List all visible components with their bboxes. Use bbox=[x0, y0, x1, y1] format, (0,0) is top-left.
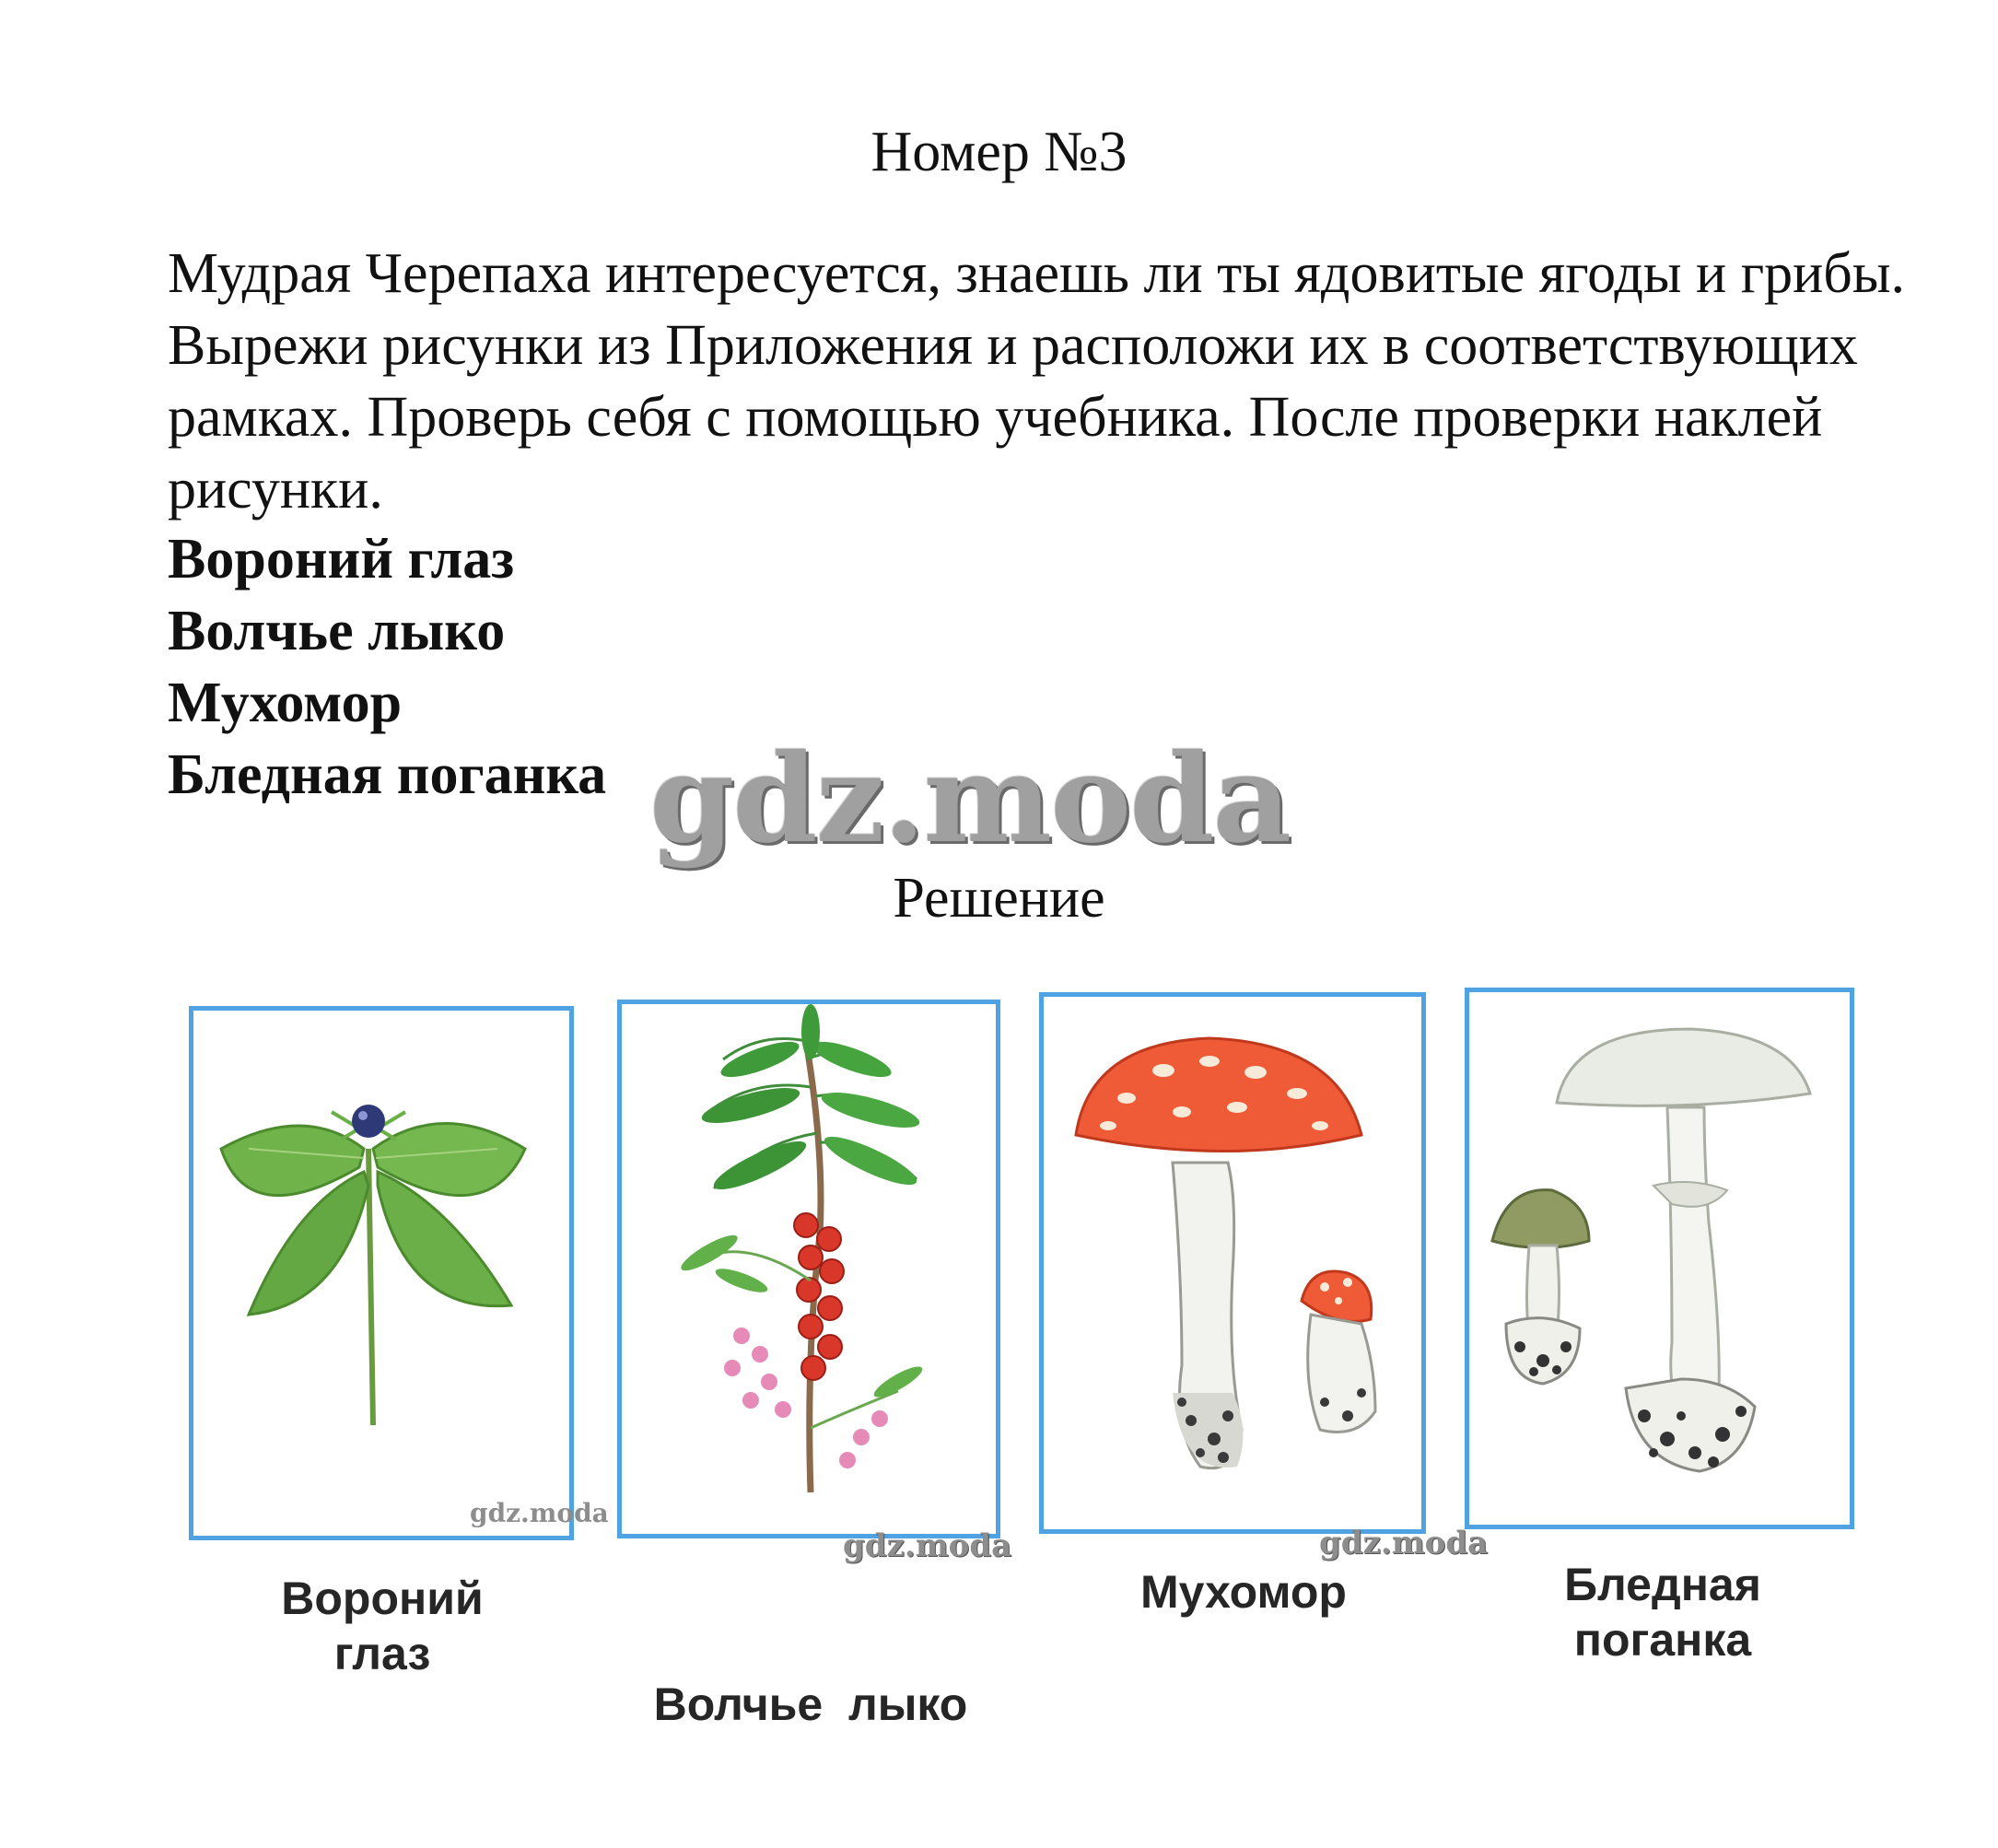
watermark: gdz.moda bbox=[1319, 1525, 1489, 1561]
caption-line: Вороний bbox=[281, 1573, 484, 1624]
answer-list bbox=[168, 523, 606, 811]
caption-death-cap bbox=[1511, 1557, 1815, 1667]
fly-agaric-illustration bbox=[1044, 997, 1421, 1529]
task-text: Мудрая Черепаха интересуется, знаешь ли ты ядовитые ягоды и грибы. Вырежи рисунки из Приложения и расположи их в соответствующих рамках. Проверь себя с помощью учебника. После проверки наклей рисунки. bbox=[168, 242, 1906, 520]
caption-line: Бледная bbox=[1564, 1559, 1761, 1610]
answer-item: Бледная поганка bbox=[168, 743, 607, 806]
caption-line: глаз bbox=[333, 1628, 431, 1679]
card-watermark: gdz.moda bbox=[470, 1498, 609, 1528]
card-death-cap bbox=[1465, 988, 1854, 1529]
caption-herb-paris bbox=[212, 1571, 553, 1681]
watermark: gdz.moda bbox=[843, 1527, 1012, 1564]
caption-line: Мухомор bbox=[1140, 1566, 1347, 1618]
answer-item: Вороний глаз bbox=[168, 528, 515, 591]
card-daphne bbox=[617, 1000, 1000, 1538]
card-fly-agaric bbox=[1039, 992, 1426, 1534]
herb-paris-illustration bbox=[193, 1011, 609, 1536]
solution-heading: Решение bbox=[893, 867, 1105, 930]
caption-daphne bbox=[608, 1566, 1013, 1787]
daphne-illustration bbox=[622, 1004, 996, 1534]
answer-item: Волчье лыко bbox=[168, 600, 506, 662]
caption-fly-agaric bbox=[1087, 1564, 1400, 1620]
answer-item: Мухомор bbox=[168, 672, 403, 734]
watermark: gdz.moda bbox=[649, 728, 1291, 871]
page-title: Номер №3 bbox=[870, 121, 1128, 183]
caption-line: Волчье лыко bbox=[653, 1678, 968, 1730]
card-herb-paris bbox=[189, 1006, 609, 1540]
caption-line: поганка bbox=[1573, 1614, 1752, 1666]
death-cap-illustration bbox=[1469, 992, 1850, 1525]
